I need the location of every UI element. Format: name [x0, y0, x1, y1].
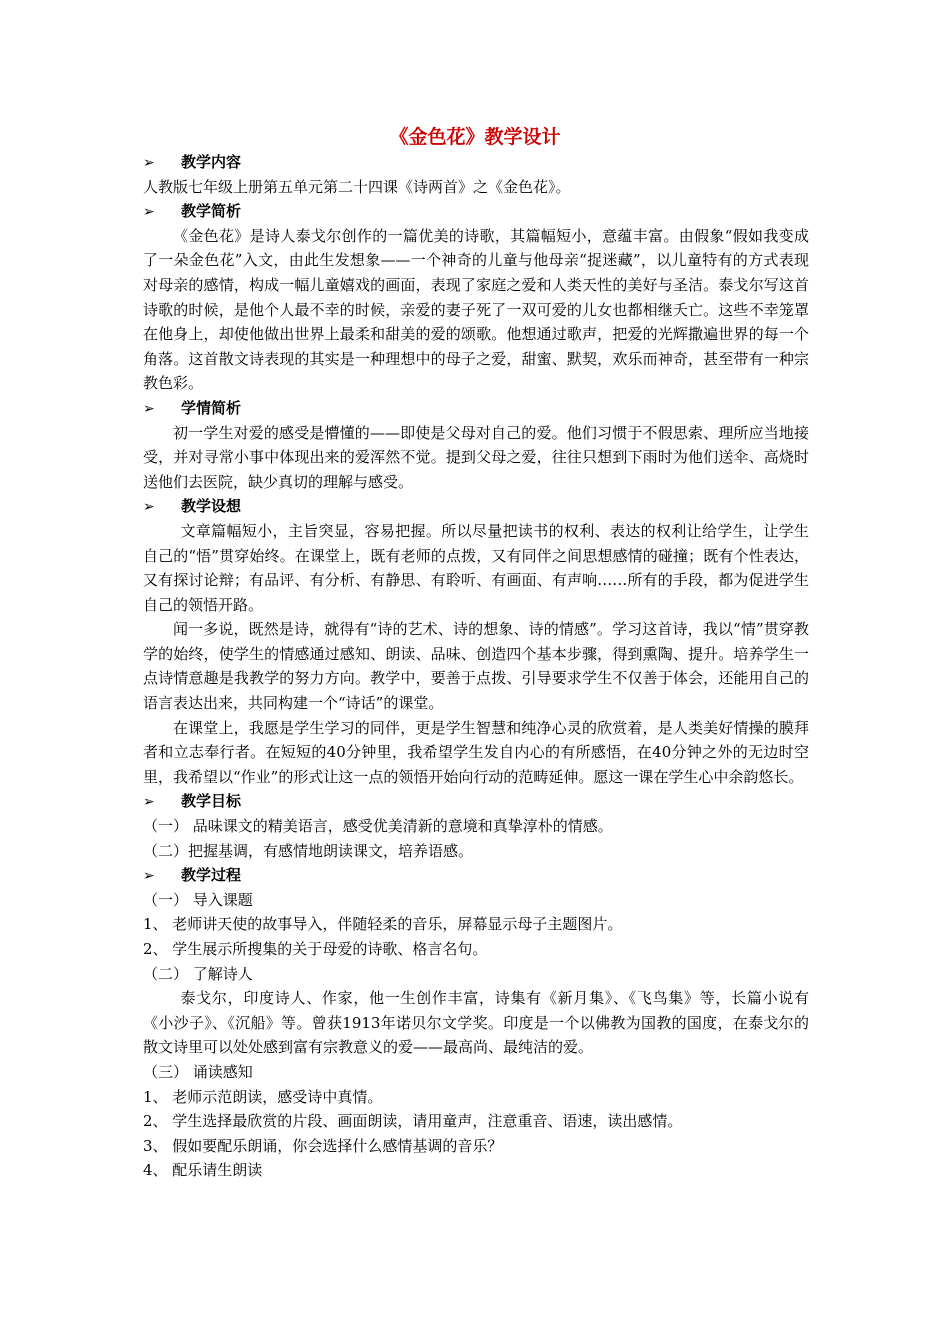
- process-step-item: 1、 老师示范朗读，感受诗中真情。: [143, 1087, 383, 1106]
- process-step-item: 2、 学生展示所搜集的关于母爱的诗歌、格言名句。: [143, 940, 488, 958]
- process-step-item: 2、 学生选择最欣赏的片段、画面朗读，请用童声，注意重音、语速，读出感情。: [143, 1112, 683, 1131]
- process-step-title-1: （一） 导入课题: [143, 890, 253, 909]
- learners-paragraph: 初一学生对爱的感受是懵懂的——即使是父母对自己的爱。他们习惯于不假思索、理所应当地接受，并对寻常小事中体现出来的爱浑然不觉。提到父母之爱，往往只想到下雨时为他们送伞、高烧时送他们去医院，缺少真切的理解与感受。: [143, 423, 809, 491]
- idea-paragraph-2: 闻一多说，既然是诗，就得有“诗的艺术、诗的想象、诗的情感”。学习这首诗，我以“情”贯穿教学的始终，使学生的情感通过感知、朗读、品味、创造四个基本步骤，得到熏陶、提升。培养学生一点诗情意趣是我教学的努力方向。教学中，要善于点拨、引导要求学生不仅善于体会，还能用自己的语言表达出来，共同构建一个“诗话”的课堂。: [143, 620, 809, 713]
- arrow-bullet-icon: ➢: [143, 155, 155, 171]
- content-text: 人教版七年级上册第五单元第二十四课《诗两首》之《金色花》。: [143, 177, 571, 196]
- section-heading-content: ➢ 教学内容: [143, 150, 809, 175]
- process-step-item: 3、 假如要配乐朗诵，你会选择什么感情基调的音乐？: [143, 1136, 503, 1155]
- process-step-title-2: （二） 了解诗人: [143, 964, 253, 983]
- section-heading-process: ➢ 教学过程: [143, 863, 809, 888]
- arrow-bullet-icon: ➢: [143, 204, 155, 221]
- section-heading-analysis: ➢ 教学简析: [143, 199, 809, 224]
- analysis-paragraph: 《金色花》是诗人泰戈尔创作的一篇优美的诗歌，其篇幅短小，意蕴丰富。由假象“假如我变成了一朵金色花”入文，由此生发想象——一个神奇的儿童与他母亲“捉迷藏”，以儿童特有的方式表现对母亲的感情，构成一幅儿童嬉戏的画面，表现了家庭之爱和人类天性的美好与圣洁。泰戈尔写这首诗歌的时候，是他个人最不幸的时候，亲爱的妻子死了一双可爱的儿女也都相继夭亡。这些不幸笼罩在他身上，却使他做出世界上最柔和甜美的爱的颂歌。他想通过歌声，把爱的光辉撒遍世界的每一个角落。这首散文诗表现的其实是一种理想中的母子之爱，甜蜜、默契，欢乐而神奇，甚至带有一种宗教色彩。: [143, 226, 809, 393]
- section-heading-learners: ➢ 学情简析: [143, 396, 809, 421]
- section-heading-goals: ➢ 教学目标: [143, 789, 809, 814]
- process-step-item: 4、 配乐请生朗读: [143, 1161, 263, 1180]
- document-body: [143, 150, 809, 1183]
- document-title: 《金色花》教学设计: [389, 126, 561, 148]
- idea-paragraph-1: 文章篇幅短小，主旨突显，容易把握。所以尽量把读书的权利、表达的权利让给学生，让学生自己的“悟”贯穿始终。在课堂上，既有老师的点拨，又有同伴之间思想感情的碰撞；既有个性表达，又有探讨论辩；有品评、有分析、有静思、有聆听、有画面、有声响……所有的手段，都为促进学生自己的领悟开路。: [143, 521, 809, 614]
- goal-item-1: （一） 品味课文的精美语言，感受优美清新的意境和真挚淳朴的情感。: [143, 817, 613, 836]
- process-step-title-3: （三） 诵读感知: [143, 1062, 253, 1081]
- section-heading-idea: ➢ 教学设想: [143, 494, 809, 519]
- poet-introduction-paragraph: 泰戈尔，印度诗人、作家，他一生创作丰富，诗集有《新月集》、《飞鸟集》等，长篇小说有《小沙子》、《沉船》等。曾获1913年诺贝尔文学奖。印度是一个以佛教为国教的国度，在泰戈尔的散文诗里可以处处感到富有宗教意义的爱——最高尚、最纯洁的爱。: [143, 989, 809, 1057]
- idea-paragraph-3: 在课堂上，我愿是学生学习的同伴，更是学生智慧和纯净心灵的欣赏着，是人类美好情操的膜拜者和立志奉行者。在短短的40分钟里，我希望学生发自内心的有所感悟，在40分钟之外的无边时空里，我希望以“作业”的形式让这一点的领悟开始向行动的范畴延伸。愿这一课在学生心中余韵悠长。: [143, 718, 809, 786]
- process-step-item: 1、 老师讲天使的故事导入，伴随轻柔的音乐，屏幕显示母子主题图片。: [143, 915, 623, 934]
- arrow-bullet-icon: ➢: [143, 794, 155, 811]
- arrow-bullet-icon: ➢: [143, 499, 155, 516]
- arrow-bullet-icon: ➢: [143, 400, 155, 417]
- arrow-bullet-icon: ➢: [143, 868, 155, 885]
- goal-item-2: （二）把握基调，有感情地朗读课文，培养语感。: [143, 841, 474, 860]
